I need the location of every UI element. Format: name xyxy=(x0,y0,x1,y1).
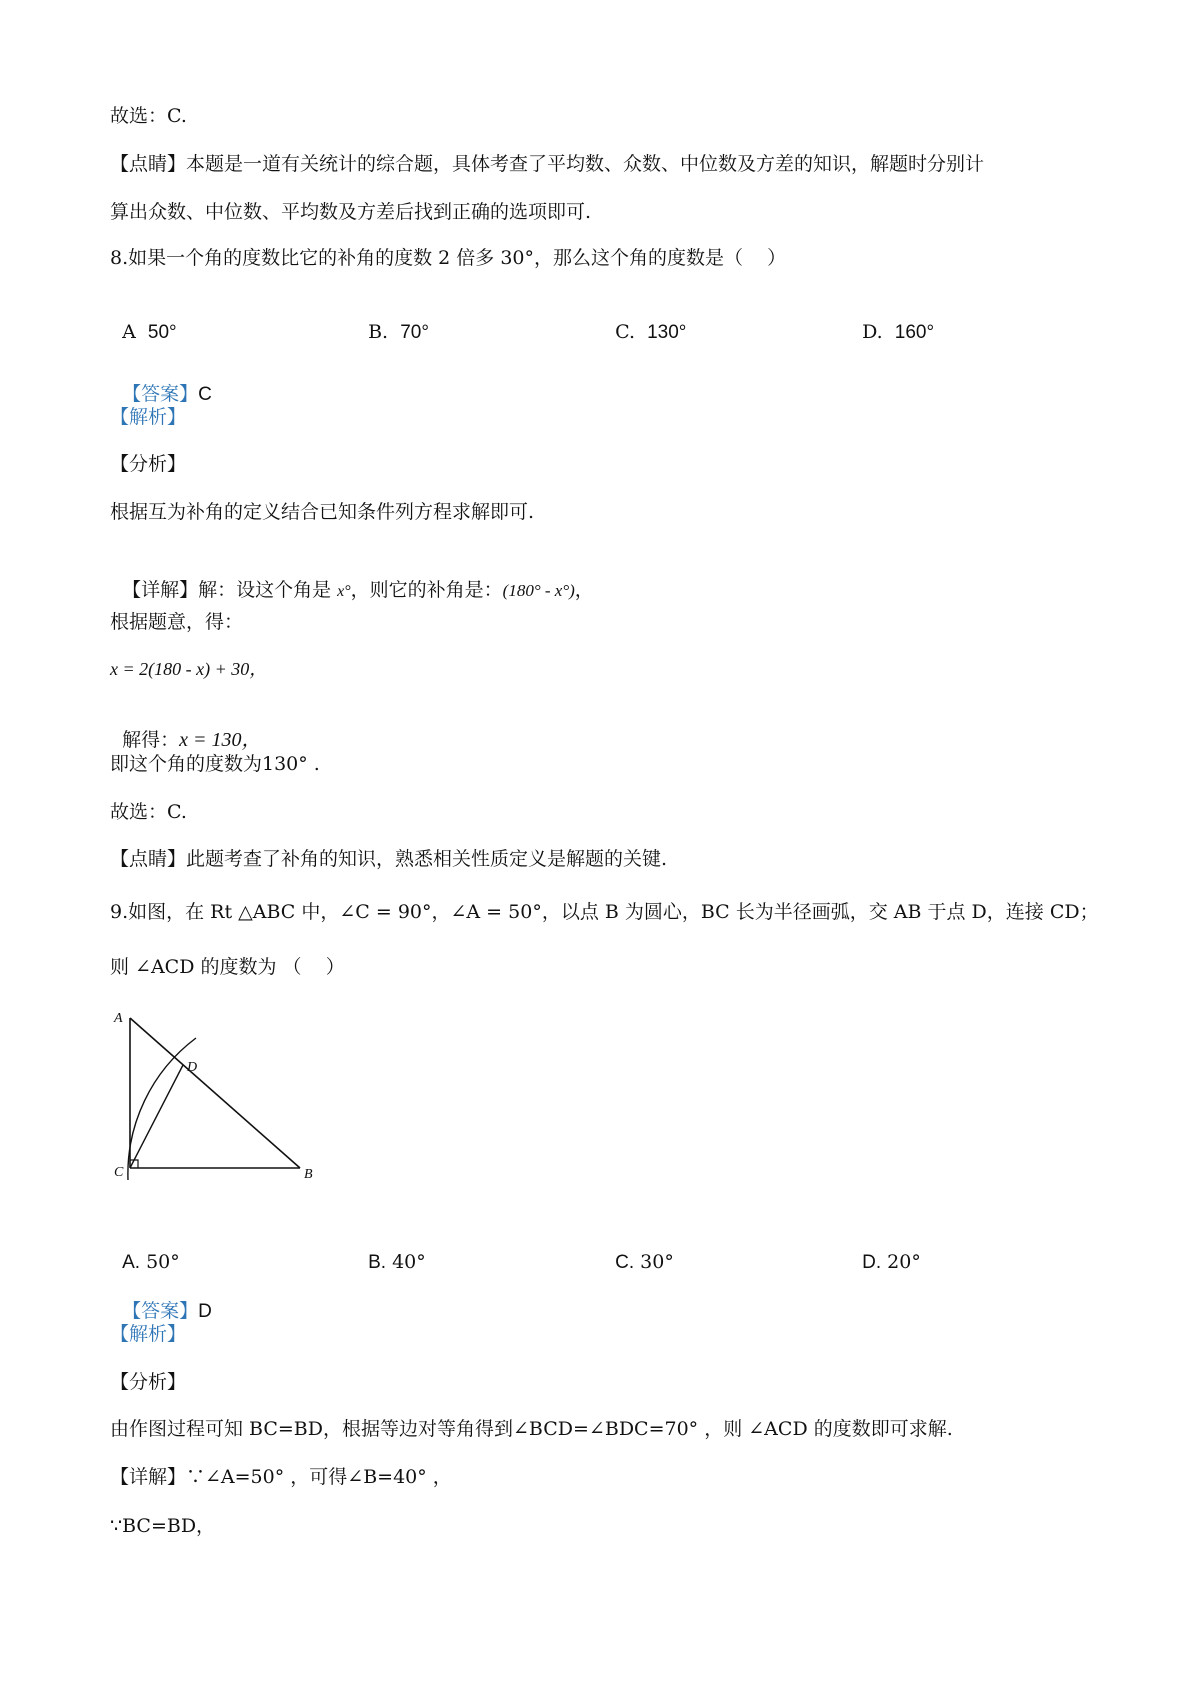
q8-option-label: B. xyxy=(368,321,389,343)
q8-fenxi-tag: 【分析】 xyxy=(110,453,187,475)
q8-option-a xyxy=(110,296,177,345)
q8-answer xyxy=(110,358,212,407)
prev-conclusion: 故选：C. xyxy=(110,105,187,127)
q9-option-a xyxy=(110,1226,180,1275)
detail-expr: (180° - x°) xyxy=(502,581,575,600)
q8-equation: x = 2(180 - x) + 30， xyxy=(110,659,268,679)
q8-stem: 8.如果一个角的度数比它的补角的度数 2 倍多 30°，那么这个角的度数是（ ） xyxy=(110,247,787,269)
q9-option-value: 40° xyxy=(392,1251,426,1273)
q9-option-label: C. xyxy=(615,1252,635,1273)
q8-option-value: 130° xyxy=(647,322,687,343)
q9-analysis-tag: 【解析】 xyxy=(110,1323,187,1345)
q9-triangle-figure xyxy=(108,1008,328,1193)
q8-option-label: C. xyxy=(615,321,635,343)
q8-option-value: 160° xyxy=(894,322,935,343)
q8-by-meaning: 根据题意，得： xyxy=(110,611,244,633)
q9-fenxi-tag: 【分析】 xyxy=(110,1371,187,1393)
q9-detail: 【详解】∵∠A=50° ，可得∠B=40° ， xyxy=(110,1466,452,1488)
q8-fenxi: 根据互为补角的定义结合已知条件列方程求解即可. xyxy=(110,501,535,523)
arc-bc xyxy=(128,1038,196,1180)
q8-option-label: D. xyxy=(862,321,883,343)
q9-stem-line2: 则 ∠ACD 的度数为 （ ） xyxy=(110,956,345,978)
q8-option-c xyxy=(603,296,686,345)
q8-option-d xyxy=(850,296,934,345)
q9-option-d xyxy=(850,1226,921,1275)
detail-prefix: 【详解】解：设这个角是 xyxy=(122,579,338,601)
detail-mid: ，则它的补角是： xyxy=(350,579,503,601)
detail-end: ， xyxy=(574,579,594,601)
label-d: D xyxy=(187,1060,198,1075)
q9-option-b xyxy=(356,1226,426,1275)
q9-option-value: 30° xyxy=(640,1251,674,1273)
q9-option-c xyxy=(603,1226,674,1275)
q9-option-label: A. xyxy=(122,1252,141,1273)
answer-tag: 【答案】 xyxy=(122,1300,199,1322)
q8-option-b xyxy=(356,296,429,345)
solve-value: x = 130， xyxy=(179,729,262,751)
q8-option-value: 70° xyxy=(400,322,429,343)
q9-option-value: 20° xyxy=(887,1251,921,1273)
answer-tag: 【答案】 xyxy=(122,383,199,405)
label-a: A xyxy=(114,1011,123,1026)
answer-value: C xyxy=(198,384,212,405)
prev-comment-line1: 【点睛】本题是一道有关统计的综合题，具体考查了平均数、众数、中位数及方差的知识，解题时分别计 xyxy=(110,153,985,175)
label-b: B xyxy=(304,1167,313,1182)
q9-fenxi: 由作图过程可知 BC=BD，根据等边对等角得到∠BCD=∠BDC=70° ，则 ∠ACD 的度数即可求解. xyxy=(110,1418,953,1440)
q8-detail xyxy=(110,554,594,604)
detail-var: x° xyxy=(337,583,351,600)
answer-value: D xyxy=(198,1301,212,1322)
q9-option-label: B. xyxy=(368,1252,387,1273)
q9-because: ∵BC=BD， xyxy=(110,1515,216,1537)
q8-option-label: A xyxy=(122,321,136,343)
prev-comment-line2: 算出众数、中位数、平均数及方差后找到正确的选项即可. xyxy=(110,201,592,223)
side-ab xyxy=(130,1018,300,1168)
label-c: C xyxy=(114,1165,124,1180)
q8-result: 即这个角的度数为130° . xyxy=(110,753,320,775)
solve-prefix: 解得： xyxy=(122,729,180,751)
q9-option-label: D. xyxy=(862,1252,882,1273)
q8-comment: 【点睛】此题考查了补角的知识，熟悉相关性质定义是解题的关键. xyxy=(110,848,668,870)
q8-option-value: 50° xyxy=(147,322,177,343)
q8-analysis-tag: 【解析】 xyxy=(110,406,187,428)
q9-stem-line1: 9.如图，在 Rt △ABC 中，∠C = 90°，∠A = 50°，以点 B 为圆心，BC 长为半径画弧，交 AB 于点 D，连接 CD； xyxy=(110,901,1099,923)
q9-option-value: 50° xyxy=(146,1251,180,1273)
q8-conclusion: 故选：C. xyxy=(110,801,187,823)
q8-solve xyxy=(110,704,261,752)
q9-answer xyxy=(110,1275,212,1324)
